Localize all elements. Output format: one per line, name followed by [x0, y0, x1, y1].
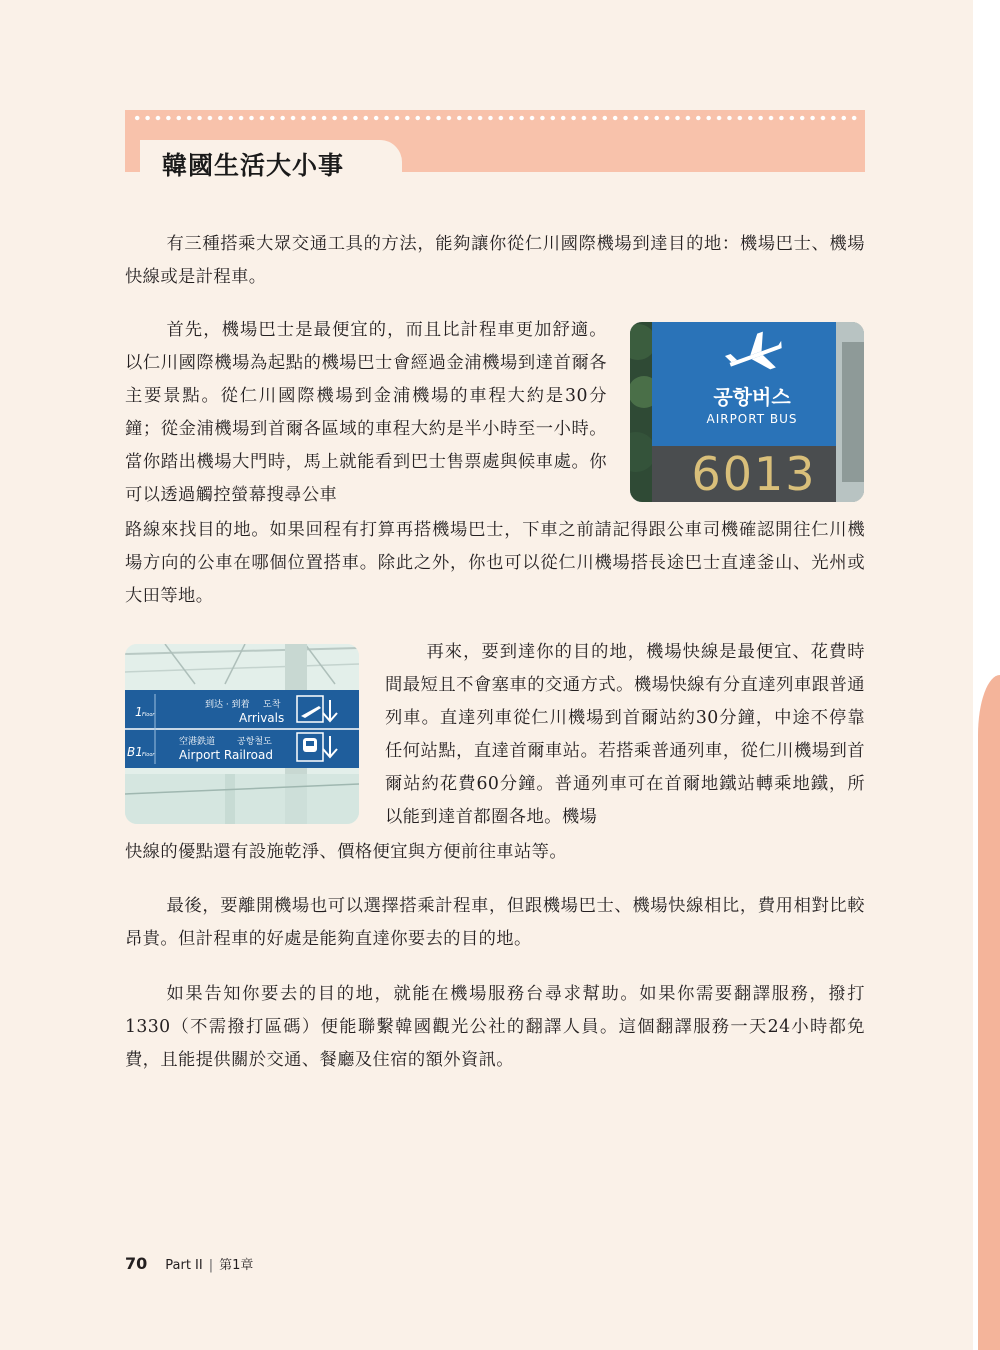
rail-sign-railroad-cn: 空港鉄道	[179, 737, 216, 747]
section-title: 韓國生活大小事	[162, 151, 345, 180]
rail-sign-arrivals-en: Arrivals	[239, 711, 285, 725]
bus-sign-korean: 공항버스	[713, 385, 791, 409]
bus-route-number: 6013	[691, 447, 817, 501]
rail-sign-floor-1: 1	[135, 705, 143, 719]
paragraph-railroad-part1: 再來，要到達你的目的地，機場快線是最便宜、花費時間最短且不會塞車的交通方式。機場快線有分直達列車跟普通列車。直達列車從仁川機場到首爾站約30分鐘，中途不停靠任何站點，直達首爾車站。若搭乘普通列車，從仁川機場到首爾站約花費60分鐘。普通列車可在首爾地鐵站轉乘地鐵，所以能到達首都圈各地。機場	[385, 642, 865, 827]
airport-railroad-sign-photo	[125, 644, 359, 824]
airport-bus-sign-photo	[630, 322, 864, 502]
footer-separator: |	[208, 1258, 214, 1273]
footer-part: Part II	[165, 1258, 203, 1273]
paragraph-bus-part2: 路線來找目的地。如果回程有打算再搭機場巴士，下車之前請記得跟公車司機確認開往仁川機場方向的公車在哪個位置搭車。除此之外，你也可以從仁川機場搭長途巴士直達釜山、光州或大田等地。	[125, 520, 865, 606]
paragraph-railroad-part2: 快線的優點還有設施乾淨、價格便宜與方便前往車站等。	[125, 842, 568, 862]
footer-chapter: 第1章	[219, 1258, 254, 1273]
page-footer	[125, 1254, 253, 1273]
page-number: 70	[125, 1254, 148, 1273]
paragraph-help-desk: 如果告知你要去的目的地，就能在機場服務台尋求幫助。如果你需要翻譯服務，撥打1330（不需撥打區碼）便能聯繫韓國觀光公社的翻譯人員。這個翻譯服務一天24小時都免費，且能提供關於交通、餐廳及住宿的額外資訊。	[125, 984, 865, 1070]
rail-sign-railroad-en: Airport Railroad	[179, 748, 273, 762]
rail-sign-arrivals-cn: 到达 · 到着	[205, 700, 250, 710]
bus-sign-english: AIRPORT BUS	[706, 412, 798, 426]
rail-sign-railroad-kr: 공항철도	[237, 737, 272, 747]
paragraph-bus-part1: 首先，機場巴士是最便宜的，而且比計程車更加舒適。以仁川國際機場為起點的機場巴士會經過金浦機場到達首爾各主要景點。從仁川國際機場到金浦機場的車程大約是30分鐘；從金浦機場到首爾各區域的車程大約是半小時至一小時。當你踏出機場大門時，馬上就能看到巴士售票處與候車處。你可以透過觸控螢幕搜尋公車	[125, 320, 607, 505]
rail-sign-floor-b1: B1	[127, 745, 143, 759]
paragraph-taxi: 最後，要離開機場也可以選擇搭乘計程車，但跟機場巴士、機場快線相比，費用相對比較昂貴。但計程車的好處是能夠直達你要去的目的地。	[125, 896, 865, 949]
paragraph-intro: 有三種搭乘大眾交通工具的方法，能夠讓你從仁川國際機場到達目的地：機場巴士、機場快線或是計程車。	[125, 234, 865, 287]
rail-sign-floor-b1-suffix: Floor	[142, 752, 155, 758]
page-edge-accent	[978, 675, 1000, 1350]
header-dotted-border	[132, 115, 858, 121]
rail-sign-floor-1-suffix: Floor	[142, 712, 155, 718]
rail-sign-arrivals-kr: 도착	[263, 700, 281, 710]
